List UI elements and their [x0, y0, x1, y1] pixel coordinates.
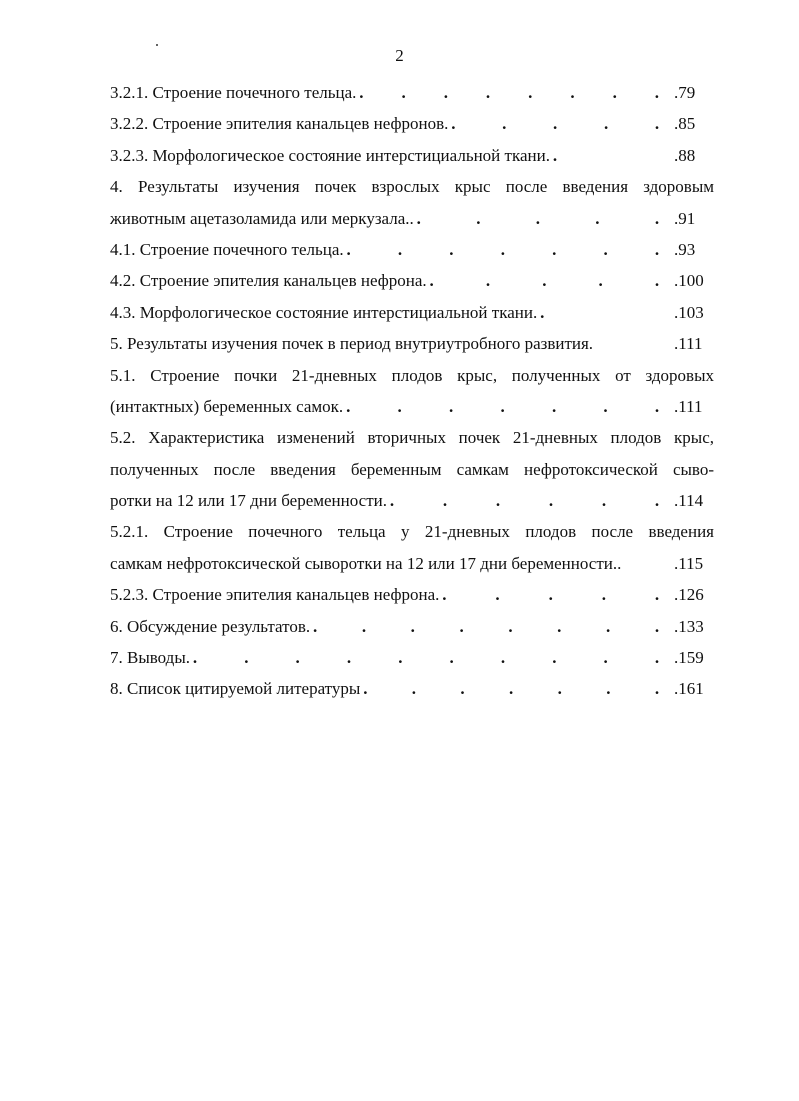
toc-page-ref: .93: [674, 239, 696, 259]
leader-dot: .: [295, 648, 300, 668]
leader-dot: .: [601, 491, 607, 511]
leader-dot: .: [485, 83, 491, 102]
toc-entry-last-line: [110, 297, 714, 328]
leader-dot: .: [346, 396, 351, 416]
dot-leaders: [427, 265, 674, 296]
toc-page-ref: .100: [674, 271, 704, 291]
leader-dot: .: [654, 83, 660, 102]
dot-leaders: [190, 642, 674, 673]
toc-entry-title: ротки на 12 или 17 дни беременности.: [110, 491, 387, 511]
toc-entry: [110, 516, 714, 579]
dot-leaders: [387, 485, 674, 516]
dot-leaders: [356, 77, 674, 108]
dot-leaders: [310, 611, 674, 642]
leader-dot: .: [495, 585, 500, 605]
toc-entry: [110, 140, 714, 171]
toc-page-ref: .133: [674, 616, 704, 636]
leader-dot: .: [654, 114, 660, 134]
leader-dot: .: [557, 616, 562, 636]
toc-entry-last-line: [110, 234, 714, 265]
dot-leaders: [550, 140, 674, 171]
toc-entry: [110, 234, 714, 265]
leader-dot: .: [601, 585, 606, 605]
leader-dot: .: [551, 396, 557, 416]
toc-entry-line: 4. Результаты изучения почек взрослых крыс после введения здоровым: [110, 177, 714, 197]
toc-entry-title: 7. Выводы.: [110, 648, 191, 668]
leader-dot: .: [540, 302, 545, 322]
leader-dot: .: [500, 648, 506, 668]
toc-entry-title: 8. Список цитируемой литературы: [110, 679, 361, 699]
leader-dot: .: [595, 208, 600, 228]
leader-dot: .: [443, 83, 448, 102]
leader-dot: .: [654, 208, 660, 228]
leader-dot: .: [416, 208, 421, 228]
leader-dot: .: [346, 239, 351, 259]
leader-dot: .: [509, 679, 514, 699]
leader-dot: .: [502, 114, 507, 134]
leader-dot: .: [244, 648, 249, 668]
leader-dot: .: [553, 114, 558, 134]
leader-dot: .: [612, 83, 617, 102]
leader-dot: .: [346, 648, 352, 668]
leader-dot: .: [552, 145, 558, 165]
toc-page-ref: .85: [674, 114, 696, 134]
dot-leaders: [537, 297, 674, 328]
toc-entry-last-line: [110, 485, 714, 516]
toc-entry: [110, 611, 714, 642]
toc-entry-line: 5.2.1. Строение почечного тельца у 21-дневных плодов после введения: [110, 522, 714, 542]
leader-dot: .: [363, 679, 368, 699]
leader-dot: .: [535, 208, 540, 228]
leader-dot: .: [500, 239, 505, 259]
leader-dot: .: [460, 679, 465, 699]
toc-entry-title: (интактных) беременных самок.: [110, 396, 344, 416]
toc-entry-title: 5. Результаты изучения почек в период внутриутробного развития.: [110, 334, 594, 354]
toc-page-ref: .161: [674, 679, 704, 699]
toc-page-ref: .159: [674, 648, 704, 668]
toc-entry: [110, 171, 714, 234]
leader-dot: .: [361, 616, 367, 636]
dot-leaders: [344, 234, 674, 265]
leader-dot: .: [411, 679, 417, 699]
toc-entry-title: 4.3. Морфологическое состояние интерстициальной ткани.: [110, 302, 538, 322]
toc-entry-last-line: [110, 579, 714, 610]
leader-dot: .: [603, 396, 608, 416]
table-of-contents: [110, 77, 714, 705]
toc-page-ref: .111: [674, 334, 703, 354]
toc-entry-title: 3.2.3. Морфологическое состояние интерстициальной ткани.: [110, 145, 550, 165]
leader-dot: .: [654, 679, 660, 699]
toc-page-ref: .111: [674, 396, 703, 416]
dot-leaders: [360, 673, 674, 704]
leader-dot: .: [654, 616, 660, 636]
toc-entry-last-line: [110, 642, 714, 673]
toc-entry-title: 6. Обсуждение результатов.: [110, 616, 311, 636]
toc-entry-title: 3.2.1. Строение почечного тельца.: [110, 83, 357, 102]
leader-dot: .: [398, 648, 403, 668]
leader-dot: .: [442, 491, 448, 511]
leader-dot: .: [528, 83, 533, 102]
toc-entry-last-line: [110, 140, 714, 171]
toc-page-ref: .114: [674, 491, 704, 511]
leader-dot: .: [449, 648, 454, 668]
toc-page-ref: .79: [674, 83, 696, 102]
dot-leaders: [343, 391, 674, 422]
toc-entry: [110, 579, 714, 610]
toc-entry: [110, 265, 714, 296]
toc-entry-title: 5.2.3. Строение эпителия канальцев нефрона.: [110, 585, 440, 605]
leader-dot: .: [459, 616, 464, 636]
toc-entry-title: 3.2.2. Строение эпителия канальцев нефронов.: [110, 114, 449, 134]
toc-page-ref: .91: [674, 208, 696, 228]
toc-entry-last-line: [110, 611, 714, 642]
leader-dot: .: [192, 648, 198, 668]
toc-entry-last-line: [110, 108, 714, 139]
dot-leaders: [414, 203, 674, 234]
leader-dot: .: [570, 83, 575, 102]
toc-entry-last-line: [110, 77, 714, 108]
leader-dot: .: [654, 271, 660, 291]
page-number: 2: [395, 46, 404, 65]
leader-dot: .: [606, 679, 611, 699]
toc-entry-last-line: [110, 328, 714, 359]
toc-entry-last-line: [110, 548, 714, 579]
toc-entry: [110, 77, 714, 108]
toc-entry: [110, 328, 714, 359]
leader-dot: .: [495, 491, 501, 511]
leader-dot: .: [449, 239, 454, 259]
toc-entry: [110, 108, 714, 139]
leader-dot: .: [552, 648, 557, 668]
leader-dot: .: [654, 491, 660, 511]
leader-dot: .: [605, 616, 611, 636]
toc-entry: [110, 673, 714, 704]
toc-entry-line: 5.1. Строение почки 21-дневных плодов крыс, полученных от здоровых: [110, 365, 714, 385]
toc-entry-title: животным ацетазоламида или меркузала..: [110, 208, 414, 228]
leader-dot: .: [654, 585, 660, 605]
leader-dot: .: [359, 83, 364, 102]
toc-entry-title: самкам нефротоксической сыворотки на 12 или 17 дни беременности..: [110, 553, 622, 573]
toc-entry: [110, 297, 714, 328]
toc-entry-line: полученных после введения беременным самкам нефротоксической сыво-: [110, 459, 714, 479]
leader-dot: .: [401, 83, 406, 102]
leader-dot: .: [485, 271, 491, 291]
toc-page-ref: .126: [674, 585, 704, 605]
leader-dot: .: [442, 585, 447, 605]
toc-entry-last-line: [110, 265, 714, 296]
toc-entry-title: 4.1. Строение почечного тельца.: [110, 239, 344, 259]
leader-dot: .: [476, 208, 481, 228]
leader-dot: .: [410, 616, 415, 636]
leader-dot: .: [451, 114, 456, 134]
toc-entry: [110, 360, 714, 423]
leader-dot: .: [397, 239, 403, 259]
leader-dot: .: [313, 616, 318, 636]
toc-page-ref: .115: [674, 553, 704, 573]
leader-dot: .: [548, 585, 553, 605]
toc-page-ref: .88: [674, 145, 696, 165]
dot-leaders: [448, 108, 674, 139]
leader-dot: .: [603, 648, 608, 668]
toc-page-ref: .103: [674, 302, 704, 322]
leader-dot: .: [552, 239, 557, 259]
leader-dot: .: [548, 491, 554, 511]
toc-entry: [110, 422, 714, 516]
toc-entry-last-line: [110, 673, 714, 704]
leader-dot: .: [500, 396, 505, 416]
leader-dot: .: [542, 271, 547, 291]
toc-entry: [110, 642, 714, 673]
leader-dot: .: [598, 271, 603, 291]
leader-dot: .: [654, 648, 660, 668]
leader-dot: .: [389, 491, 395, 511]
toc-entry-title: 4.2. Строение эпителия канальцев нефрона.: [110, 271, 427, 291]
leader-dot: .: [449, 396, 454, 416]
leader-dot: .: [654, 396, 660, 416]
toc-entry-last-line: [110, 391, 714, 422]
toc-entry-line: 5.2. Характеристика изменений вторичных почек 21-дневных плодов крыс,: [110, 428, 714, 448]
leader-dot: .: [603, 239, 608, 259]
leader-dot: .: [557, 679, 562, 699]
leader-dot: .: [397, 396, 402, 416]
dot-leaders: [439, 579, 674, 610]
leader-dot: .: [654, 239, 660, 259]
toc-entry-last-line: [110, 203, 714, 234]
leader-dot: .: [429, 271, 434, 291]
leader-dot: .: [603, 114, 609, 134]
leader-dot: .: [508, 616, 513, 636]
